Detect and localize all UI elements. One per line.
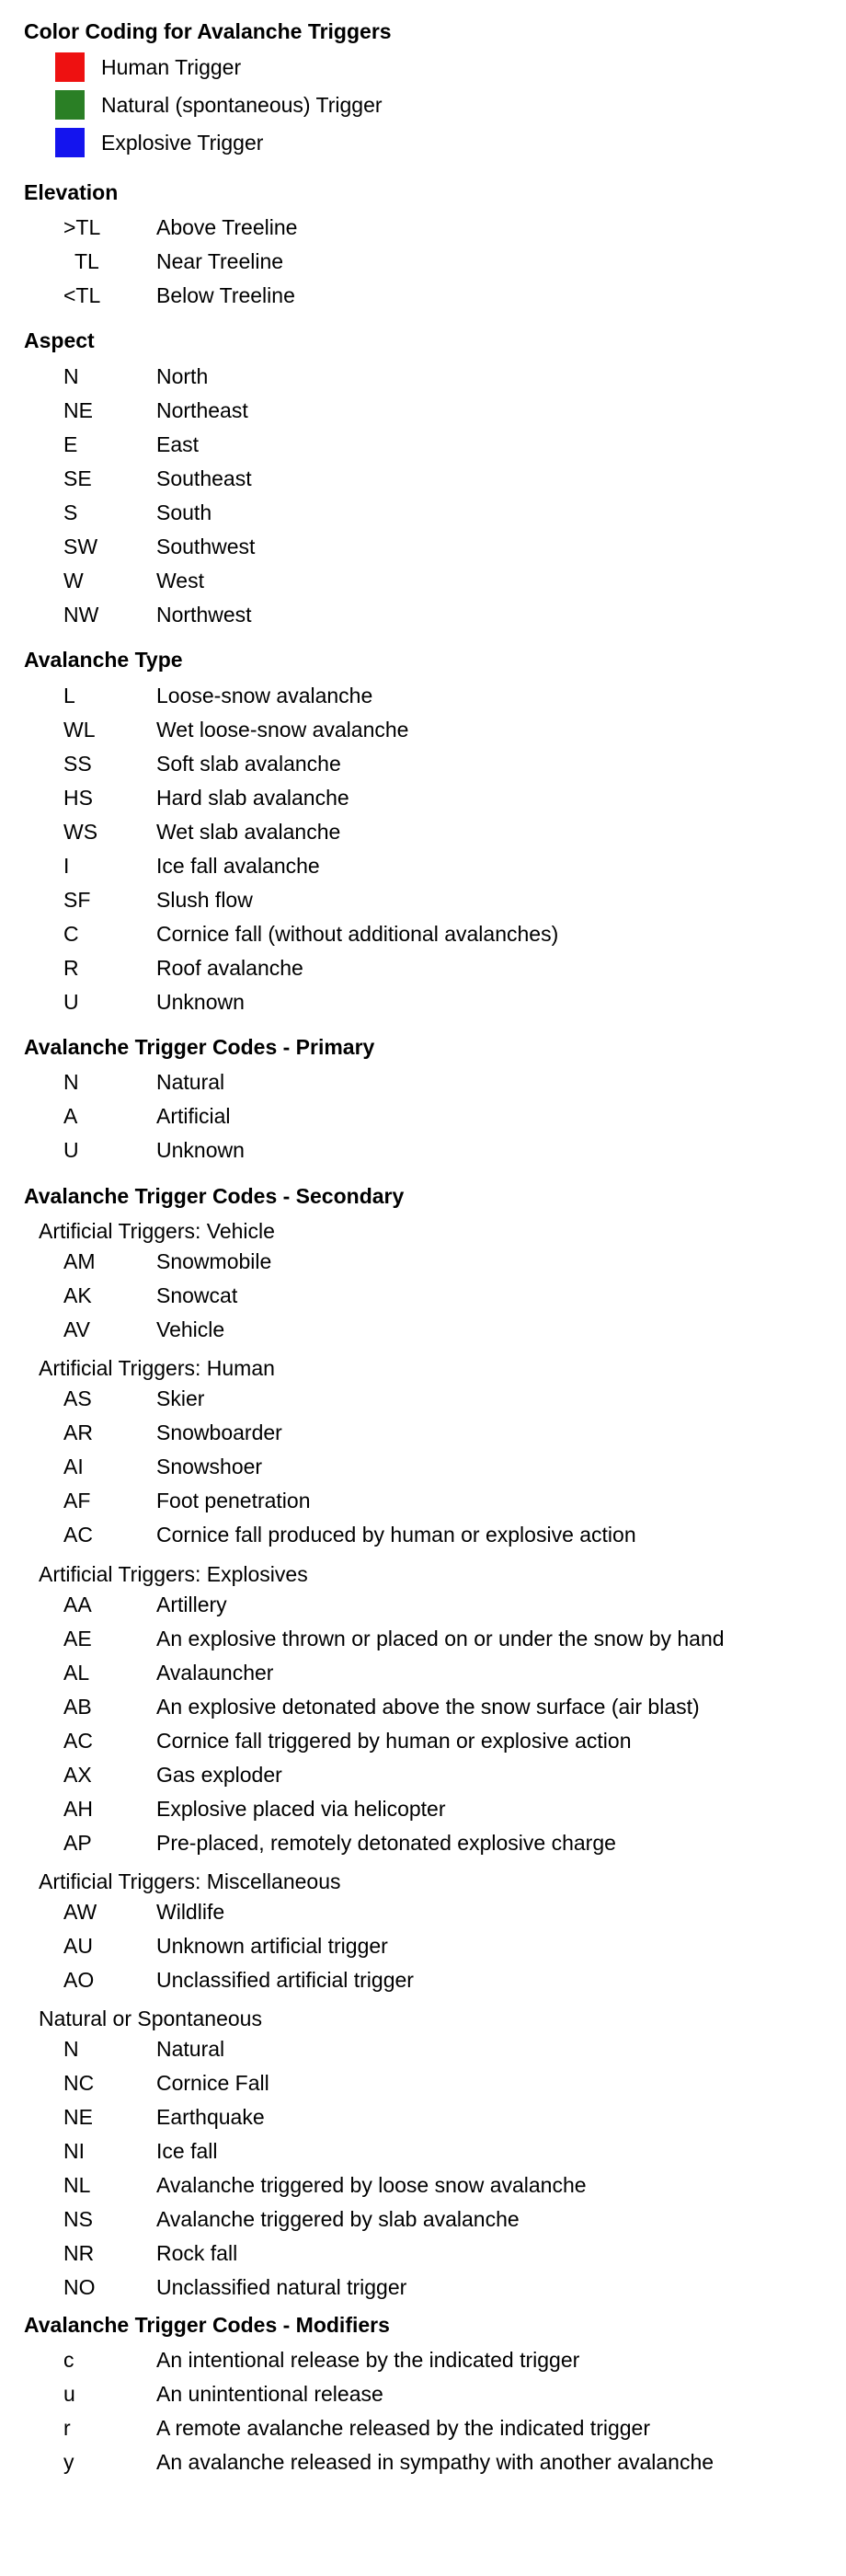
row-description: An explosive detonated above the snow surface (air blast) <box>156 1695 700 1719</box>
row-description: Near Treeline <box>156 249 284 273</box>
row-description: Loose-snow avalanche <box>156 684 373 707</box>
row-code: >TL <box>63 215 101 239</box>
row-description: Unknown artificial trigger <box>156 1934 388 1958</box>
row-code: NC <box>63 2071 95 2095</box>
table-row <box>0 248 846 274</box>
row-code: U <box>63 990 79 1014</box>
row-code: S <box>63 500 78 524</box>
row-description: Snowshoer <box>156 1455 263 1478</box>
row-description: Rock fall <box>156 2241 238 2265</box>
row-description: Below Treeline <box>156 283 295 307</box>
table-row <box>0 1454 846 1479</box>
row-code: N <box>63 2037 79 2061</box>
row-description: Cornice fall produced by human or explosive action <box>156 1523 636 1547</box>
row-code: AM <box>63 1249 96 1273</box>
row-code: E <box>63 432 78 456</box>
table-row <box>0 2138 846 2164</box>
table-row <box>0 363 846 389</box>
row-code: WL <box>63 718 96 742</box>
row-description: Avalanche triggered by slab avalanche <box>156 2207 520 2231</box>
table-row <box>0 1762 846 1788</box>
row-code: AP <box>63 1831 92 1855</box>
row-description: An explosive thrown or placed on or under the snow by hand <box>156 1627 725 1650</box>
section-heading-trigger-modifiers: Avalanche Trigger Codes - Modifiers <box>24 2313 390 2337</box>
table-row <box>0 1592 846 1617</box>
row-description: A remote avalanche released by the indicated trigger <box>156 2416 650 2440</box>
row-description: Northeast <box>156 398 248 422</box>
row-description: Avalanche triggered by loose snow avalanche <box>156 2173 587 2197</box>
row-description: South <box>156 500 212 524</box>
table-row <box>0 1137 846 1163</box>
row-description: Natural <box>156 2037 225 2061</box>
row-code: AO <box>63 1968 95 1992</box>
table-row <box>0 1796 846 1822</box>
legend-item-explosive <box>0 130 846 155</box>
row-description: Wet loose-snow avalanche <box>156 718 409 742</box>
row-code: c <box>63 2348 74 2372</box>
row-code: NE <box>63 398 93 422</box>
row-description: West <box>156 569 204 592</box>
row-code: AC <box>63 1523 93 1547</box>
row-description: Wildlife <box>156 1900 225 1924</box>
row-description: Natural <box>156 1070 225 1094</box>
row-code: AK <box>63 1283 92 1307</box>
row-description: Snowmobile <box>156 1249 272 1273</box>
legend-label: Explosive Trigger <box>101 131 264 155</box>
row-code: SE <box>63 466 92 490</box>
row-code: AF <box>63 1489 91 1512</box>
table-row <box>0 2172 846 2198</box>
row-code: HS <box>63 786 93 810</box>
row-code: NR <box>63 2241 95 2265</box>
human-trigger-swatch-icon <box>55 52 85 82</box>
row-code: AX <box>63 1763 92 1787</box>
row-code: AR <box>63 1420 93 1444</box>
table-row <box>0 1967 846 1993</box>
row-description: An unintentional release <box>156 2382 383 2406</box>
table-row <box>0 1488 846 1513</box>
row-code: NE <box>63 2105 93 2129</box>
table-row <box>0 683 846 708</box>
row-code: AB <box>63 1695 92 1719</box>
table-row <box>0 819 846 845</box>
row-description: East <box>156 432 200 456</box>
section-heading-avalanche-type: Avalanche Type <box>24 648 183 672</box>
table-row <box>0 2449 846 2475</box>
row-code: I <box>63 854 70 878</box>
row-code: WS <box>63 820 98 844</box>
row-code: AS <box>63 1386 92 1410</box>
row-code: W <box>63 569 84 592</box>
table-row <box>0 1386 846 1411</box>
table-row <box>0 2381 846 2407</box>
table-row <box>0 2070 846 2096</box>
row-code: TL <box>74 249 99 273</box>
row-description: Cornice fall triggered by human or explosive action <box>156 1729 632 1753</box>
row-description: Vehicle <box>156 1317 225 1341</box>
table-row <box>0 717 846 742</box>
group-heading-vehicle: Artificial Triggers: Vehicle <box>39 1219 275 1243</box>
legend-item-natural <box>0 92 846 118</box>
row-code: AH <box>63 1797 93 1821</box>
table-row <box>0 887 846 913</box>
row-description: Snowboarder <box>156 1420 282 1444</box>
table-row <box>0 1317 846 1342</box>
row-code: AC <box>63 1729 93 1753</box>
group-heading-miscellaneous: Artificial Triggers: Miscellaneous <box>39 1869 341 1893</box>
row-code: NO <box>63 2275 96 2299</box>
table-row <box>0 2206 846 2232</box>
table-row <box>0 1420 846 1445</box>
row-code: A <box>63 1104 78 1128</box>
table-row <box>0 921 846 947</box>
row-description: Avalauncher <box>156 1661 274 1685</box>
row-code: AA <box>63 1593 92 1616</box>
row-code: <TL <box>63 283 101 307</box>
row-description: North <box>156 364 209 388</box>
row-description: Southwest <box>156 535 256 558</box>
row-description: Slush flow <box>156 888 253 912</box>
row-description: Pre-placed, remotely detonated explosive charge <box>156 1831 616 1855</box>
row-description: Unknown <box>156 1138 245 1162</box>
row-description: Artillery <box>156 1593 227 1616</box>
row-description: Wet slab avalanche <box>156 820 341 844</box>
table-row <box>0 1830 846 1856</box>
row-code: AV <box>63 1317 90 1341</box>
section-heading-trigger-primary: Avalanche Trigger Codes - Primary <box>24 1035 375 1059</box>
row-description: Soft slab avalanche <box>156 752 341 776</box>
table-row <box>0 466 846 491</box>
row-code: AW <box>63 1900 97 1924</box>
table-row <box>0 1248 846 1274</box>
row-description: Unclassified natural trigger <box>156 2275 407 2299</box>
table-row <box>0 1899 846 1925</box>
table-row <box>0 853 846 879</box>
row-description: Skier <box>156 1386 205 1410</box>
row-description: Gas exploder <box>156 1763 282 1787</box>
table-row <box>0 2347 846 2373</box>
row-code: r <box>63 2416 71 2440</box>
row-description: Northwest <box>156 603 252 627</box>
row-code: N <box>63 364 79 388</box>
table-row <box>0 1522 846 1547</box>
row-description: Earthquake <box>156 2105 265 2129</box>
table-row <box>0 2274 846 2300</box>
row-description: An avalanche released in sympathy with another avalanche <box>156 2450 715 2474</box>
row-description: Cornice fall (without additional avalanches) <box>156 922 559 946</box>
table-row <box>0 1103 846 1129</box>
section-heading-trigger-secondary: Avalanche Trigger Codes - Secondary <box>24 1184 405 1208</box>
row-description: Cornice Fall <box>156 2071 269 2095</box>
group-heading-natural: Natural or Spontaneous <box>39 2007 262 2030</box>
row-description: Hard slab avalanche <box>156 786 349 810</box>
row-code: u <box>63 2382 75 2406</box>
group-heading-human: Artificial Triggers: Human <box>39 1356 275 1380</box>
row-code: NW <box>63 603 99 627</box>
section-heading-aspect: Aspect <box>24 328 95 352</box>
legend-label: Human Trigger <box>101 55 242 79</box>
row-code: SF <box>63 888 91 912</box>
natural-trigger-swatch-icon <box>55 90 85 120</box>
table-row <box>0 2415 846 2441</box>
row-code: L <box>63 684 75 707</box>
row-description: Artificial <box>156 1104 231 1128</box>
group-heading-explosives: Artificial Triggers: Explosives <box>39 1562 308 1586</box>
table-row <box>0 2036 846 2062</box>
row-description: Unclassified artificial trigger <box>156 1968 414 1992</box>
table-row <box>0 602 846 627</box>
table-row <box>0 1728 846 1754</box>
row-description: Ice fall avalanche <box>156 854 320 878</box>
row-description: Above Treeline <box>156 215 298 239</box>
row-code: NL <box>63 2173 91 2197</box>
row-code: R <box>63 956 79 980</box>
row-description: Foot penetration <box>156 1489 311 1512</box>
row-code: SW <box>63 535 98 558</box>
table-row <box>0 1694 846 1719</box>
table-row <box>0 2240 846 2266</box>
explosive-trigger-swatch-icon <box>55 128 85 157</box>
row-code: NS <box>63 2207 93 2231</box>
row-code: y <box>63 2450 74 2474</box>
table-row <box>0 282 846 308</box>
row-code: AI <box>63 1455 84 1478</box>
table-row <box>0 1282 846 1308</box>
row-description: Roof avalanche <box>156 956 303 980</box>
row-description: Unknown <box>156 990 245 1014</box>
section-heading-elevation: Elevation <box>24 180 119 204</box>
table-row <box>0 751 846 776</box>
table-row <box>0 1660 846 1685</box>
table-row <box>0 2104 846 2130</box>
row-description: Snowcat <box>156 1283 238 1307</box>
row-description: Explosive placed via helicopter <box>156 1797 446 1821</box>
row-code: AU <box>63 1934 93 1958</box>
table-row <box>0 568 846 593</box>
row-code: SS <box>63 752 92 776</box>
table-row <box>0 955 846 981</box>
table-row <box>0 1626 846 1651</box>
row-code: AE <box>63 1627 92 1650</box>
row-code: NI <box>63 2139 85 2163</box>
table-row <box>0 1069 846 1095</box>
row-description: An intentional release by the indicated trigger <box>156 2348 580 2372</box>
table-row <box>0 534 846 559</box>
table-row <box>0 989 846 1015</box>
table-row <box>0 785 846 811</box>
legend-label: Natural (spontaneous) Trigger <box>101 93 383 117</box>
table-row <box>0 1933 846 1959</box>
row-code: U <box>63 1138 79 1162</box>
section-heading-color-coding: Color Coding for Avalanche Triggers <box>24 19 392 43</box>
row-code: C <box>63 922 79 946</box>
row-description: Southeast <box>156 466 252 490</box>
row-description: Ice fall <box>156 2139 218 2163</box>
table-row <box>0 431 846 457</box>
row-code: N <box>63 1070 79 1094</box>
legend-item-human <box>0 54 846 80</box>
table-row <box>0 214 846 240</box>
row-code: AL <box>63 1661 90 1685</box>
table-row <box>0 397 846 423</box>
table-row <box>0 500 846 525</box>
